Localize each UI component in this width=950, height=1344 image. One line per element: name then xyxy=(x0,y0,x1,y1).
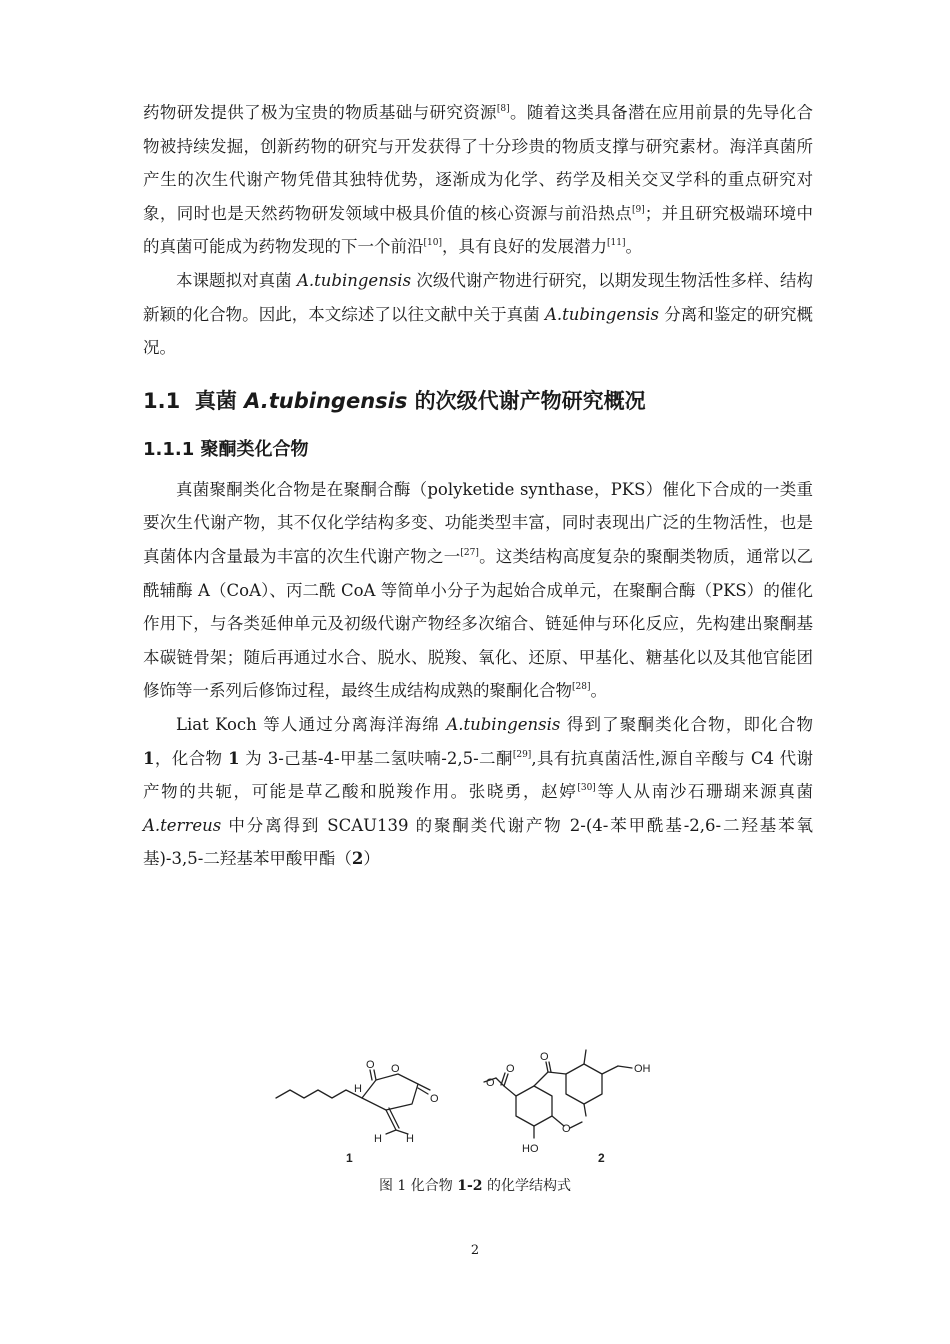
atom-label: HO xyxy=(522,1143,539,1155)
paragraph-compounds: Liat Koch 等人通过分离海洋海绵 A.tubingensis 得到了聚酮类化合物，即化合物 1，化合物 1 为 3-己基-4-甲基二氢呋喃-2,5-二酮[29],具有抗真菌活性,源自辛酸与 C4 代谢产物的共轭，可能是草乙酸和脱羧作用。张晓勇，赵婷[30]等人从南沙石珊瑚来源真菌 A.terreus 中分离得到 SCAU139 的聚酮类代谢产物 2-(4-苯甲酰基-2,6-二羟基苯氧基)-3,5-二羟基苯甲酸甲酯（2） xyxy=(143,714,814,869)
atom-label: O xyxy=(562,1123,571,1135)
chemical-structures-figure xyxy=(260,1040,700,1170)
atom-label: H xyxy=(406,1133,414,1145)
benzene-ring-right xyxy=(566,1064,602,1104)
paragraph-research-aim: 本课题拟对真菌 A.tubingensis 次级代谢产物进行研究，以期发现生物活性多样、结构新颖的化合物。因此，本文综述了以往文献中关于真菌 A.tubingensis 分离和鉴定的研究概况。 xyxy=(143,270,813,358)
citation-ref[interactable]: [8] xyxy=(496,104,510,114)
atom-label: O xyxy=(430,1093,439,1105)
atom-label: O xyxy=(366,1059,375,1071)
subsection-number: 1.1.1 xyxy=(143,438,195,460)
subsection-heading xyxy=(143,435,813,465)
citation-ref[interactable]: [9] xyxy=(632,204,645,215)
hexyl-chain xyxy=(276,1090,362,1098)
citation-ref[interactable]: [28] xyxy=(572,682,591,693)
section-heading: 1.1 真菌 A.tubingensis 的次级代谢产物研究概况 xyxy=(143,388,646,413)
compound-2-label: 2 xyxy=(598,1151,605,1165)
atom-label: O xyxy=(506,1063,515,1075)
structure-drawing xyxy=(260,1040,700,1170)
citation-ref[interactable]: [29] xyxy=(512,749,532,760)
subsection-title: 聚酮类化合物 xyxy=(200,438,309,460)
atom-label: H xyxy=(354,1083,362,1095)
atom-label: O xyxy=(540,1051,549,1063)
atom-label: H xyxy=(374,1133,382,1145)
benzene-ring-left xyxy=(516,1086,552,1126)
page-body xyxy=(143,96,813,876)
citation-ref[interactable]: [10] xyxy=(423,238,442,249)
paragraph-intro-continued: 药物研发提供了极为宝贵的物质基础与研究资源[8]。随着这类具备潜在应用前景的先导化合物被持续发掘，创新药物的研究与开发获得了十分珍贵的物质支撑与研究素材。海洋真菌所产生的次生代谢产物凭借其独特优势，逐渐成为化学、药学及相关交叉学科的重点研究对象，同时也是天然药物研发领域中极具价值的核心资源与前沿热点[9]；并且研究极端环境中的真菌可能成为药物发现的下一个前沿[10]，具有良好的发展潜力[11]。 xyxy=(143,103,814,257)
atom-label: OH xyxy=(634,1063,651,1075)
figure-caption: 图 1 化合物 1-2 的化学结构式 xyxy=(378,1178,571,1194)
atom-label: O xyxy=(391,1063,400,1075)
lactone-ring xyxy=(362,1074,418,1110)
page-number: 2 xyxy=(470,1243,480,1258)
atom-label: O xyxy=(486,1077,495,1089)
paragraph-polyketides: 真菌聚酮类化合物是在聚酮合酶（polyketide synthase，PKS）催化下合成的一类重要次生代谢产物，其不仅化学结构多变、功能类型丰富，同时表现出广泛的生物活性，也是真菌体内含量最为丰富的次生代谢产物之一[27]。这类结构高度复杂的聚酮类物质，通常以乙酰辅酶 A（CoA）、丙二酰 CoA 等简单小分子为起始合成单元，在聚酮合酶（PKS）的催化作用下，与各类延伸单元及初级代谢产物经多次缩合、链延伸与环化反应，先构建出聚酮基本碳链骨架；随后再通过水合、脱水、脱羧、氧化、还原、甲基化、糖基化以及其他官能团修饰等一系列后修饰过程，最终生成结构成熟的聚酮化合物[28]。 xyxy=(143,479,814,701)
section-number: 1.1 xyxy=(143,388,181,413)
citation-ref[interactable]: [27] xyxy=(460,547,479,558)
compound-1-label: 1 xyxy=(346,1151,353,1165)
citation-ref[interactable]: [11] xyxy=(606,238,626,249)
citation-ref[interactable]: [30] xyxy=(577,783,596,794)
